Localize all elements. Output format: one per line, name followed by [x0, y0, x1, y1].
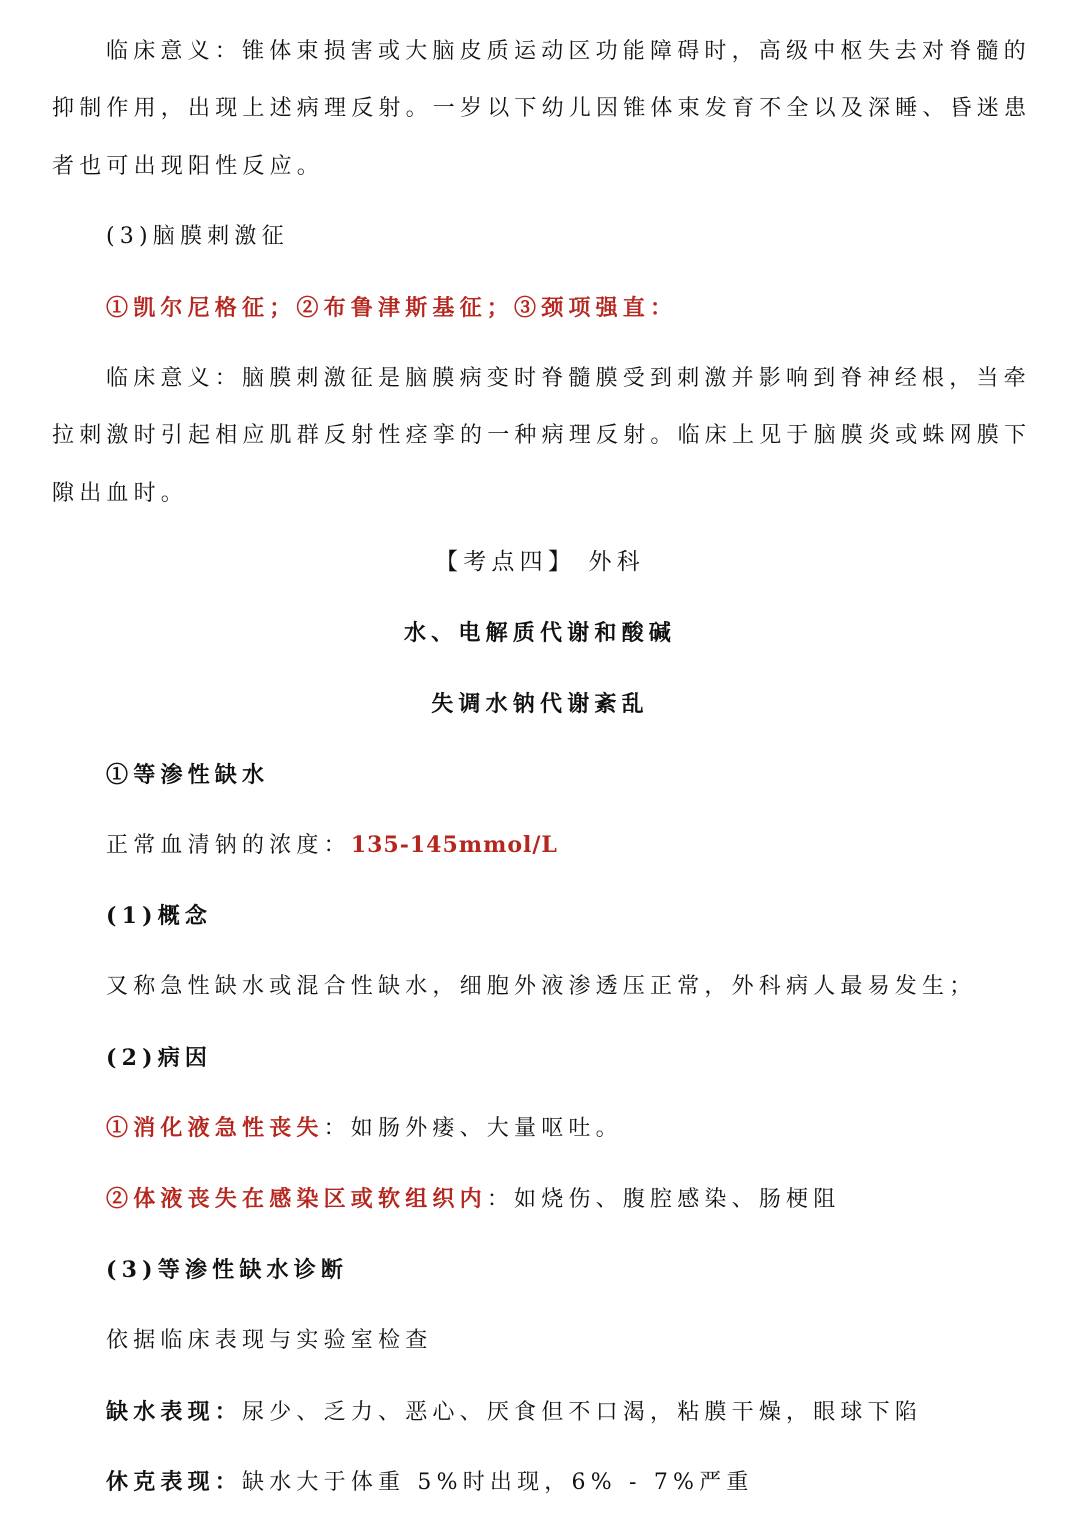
shock-label: 休克表现：	[106, 1469, 243, 1495]
clinical-significance-2-line1: 临床意义：脑膜刺激征是脑膜病变时脊髓膜受到刺激并影响到脊神经根，当牵	[106, 366, 1031, 391]
clinical-significance-1-line3: 者也可出现阳性反应。	[52, 154, 325, 179]
cause-1-text: ：如肠外瘘、大量呕吐。	[323, 1116, 623, 1141]
cause-2-label: ②体液丧失在感染区或软组织内	[106, 1186, 487, 1212]
concept-heading: (1)概念	[106, 903, 213, 929]
shock-text: 缺水大于体重 5%时出现，6% - 7%严重	[242, 1470, 754, 1495]
meningeal-heading: (3)脑膜刺激征	[106, 224, 289, 249]
clinical-significance-2-line3: 隙出血时。	[52, 481, 189, 506]
serum-sodium-label: 正常血清钠的浓度：	[106, 833, 351, 858]
serum-sodium-value: 135-145mmol/L	[350, 832, 558, 858]
cause-1	[106, 1113, 623, 1144]
meningeal-signs: ①凯尔尼格征；②布鲁津斯基征；③颈项强直：	[106, 295, 678, 321]
shock-signs	[106, 1467, 754, 1498]
dehydration-signs	[106, 1397, 922, 1428]
dehydration-label: 缺水表现：	[106, 1399, 243, 1425]
clinical-significance-2-line2: 拉刺激时引起相应肌群反射性痉挛的一种病理反射。临床上见于脑膜炎或蛛网膜下	[52, 423, 1032, 448]
dehydration-text: 尿少、乏力、恶心、厌食但不口渴，粘膜干燥，眼球下陷	[242, 1400, 923, 1425]
clinical-significance-1-line2: 抑制作用，出现上述病理反射。一岁以下幼儿因锥体束发育不全以及深睡、昏迷患	[52, 96, 1032, 121]
cause-2	[106, 1184, 840, 1215]
subsection-title-line2: 失调水钠代谢紊乱	[431, 691, 649, 717]
subsection-title-line1: 水、电解质代谢和酸碱	[403, 620, 676, 646]
cause-1-label: ①消化液急性丧失	[106, 1115, 324, 1141]
section-title: 【考点四】 外科	[435, 549, 645, 575]
serum-sodium-line	[106, 830, 558, 861]
isotonic-dehydration-heading: ①等渗性缺水	[106, 762, 270, 788]
cause-heading: (2)病因	[106, 1045, 213, 1071]
cause-2-text: ：如烧伤、腹腔感染、肠梗阻	[486, 1187, 841, 1212]
diagnosis-heading: (3)等渗性缺水诊断	[106, 1257, 349, 1283]
concept-text: 又称急性缺水或混合性缺水，细胞外液渗透压正常，外科病人最易发生；	[106, 974, 977, 999]
clinical-significance-1-line1: 临床意义：锥体束损害或大脑皮质运动区功能障碍时，高级中枢失去对脊髓的	[106, 39, 1031, 64]
diagnosis-basis: 依据临床表现与实验室检查	[106, 1328, 433, 1353]
